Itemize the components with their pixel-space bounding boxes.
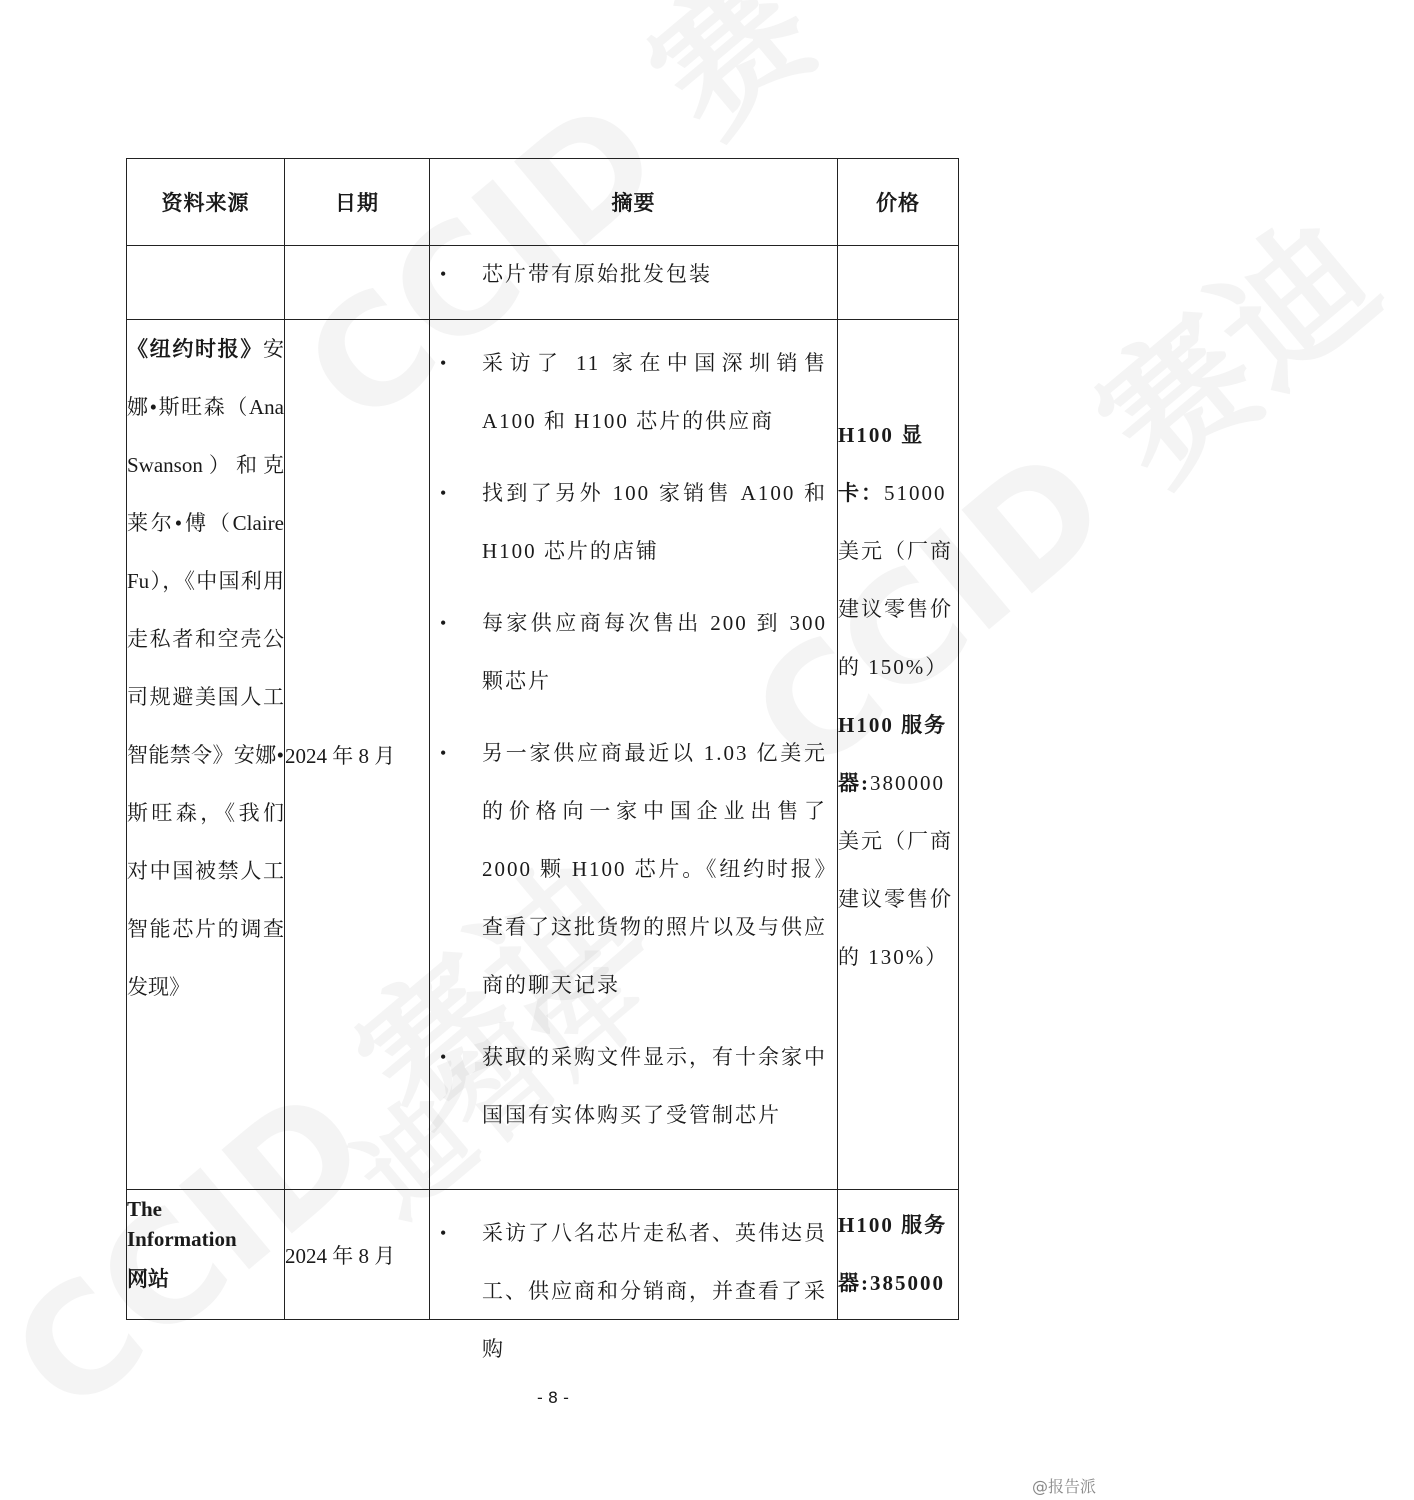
price-cell: [838, 1190, 959, 1320]
source-line: The: [127, 1197, 163, 1221]
header-date: 日期: [285, 159, 430, 246]
summary-cell: [430, 246, 838, 320]
price-cell: [838, 320, 959, 1190]
header-price: 价格: [838, 159, 959, 246]
list-item: • 采访了 11 家在中国深圳销售 A100 和 H100 芯片的供应商: [430, 334, 827, 450]
table-header-row: [127, 159, 959, 246]
header-source: 资料来源: [127, 159, 285, 246]
header-summary: 摘要: [430, 159, 838, 246]
date-cell: 2024 年 8 月: [285, 320, 430, 1190]
summary-cell: [430, 320, 838, 1190]
source-cell: [127, 320, 285, 1190]
table-row: [127, 1190, 959, 1320]
table-row: [127, 320, 959, 1190]
source-cell: [127, 246, 285, 320]
source-line: Information: [127, 1227, 237, 1251]
source-line: 网站: [127, 1267, 169, 1291]
list-item: • 采访了八名芯片走私者、英伟达员工、供应商和分销商，并查看了采购: [430, 1204, 827, 1378]
list-item: • 芯片带有原始批发包装: [430, 246, 827, 302]
date-cell: [285, 246, 430, 320]
table-row: [127, 246, 959, 320]
list-item: • 另一家供应商最近以 1.03 亿美元的价格向一家中国企业出售了 2000 颗 H100 芯片。《纽约时报》查看了这批货物的照片以及与供应商的聊天记录: [430, 724, 827, 1014]
price-label-gpu: H100 显卡：: [838, 423, 925, 505]
list-item: • 每家供应商每次售出 200 到 300 颗芯片: [430, 594, 827, 710]
price-cell: [838, 246, 959, 320]
brand-watermark: @报告派: [1031, 1477, 1096, 1496]
summary-cell: [430, 1190, 838, 1361]
price-value-server: 器:385000: [838, 1271, 945, 1295]
source-body: 安娜•斯旺森（Ana Swanson）和克莱尔•傅（Claire Fu），《中国利用走私者和空壳公司规避美国人工智能禁令》安娜•斯旺森，《我们对中国被禁人工智能芯片的调查发现》: [127, 337, 284, 999]
price-label-server: H100 服务器:: [838, 713, 948, 795]
source-title: 《纽约时报》: [127, 337, 263, 361]
page-number: - 8 -: [537, 1388, 569, 1407]
price-label-server: H100 服务: [838, 1213, 948, 1237]
source-cell: [127, 1190, 285, 1320]
list-item: • 找到了另外 100 家销售 A100 和 H100 芯片的店铺: [430, 464, 827, 580]
price-value-gpu: 51000 美元（厂商建议零售价的 150%）: [838, 481, 953, 679]
date-cell: 2024 年 8 月: [285, 1190, 430, 1320]
price-value-server: 380000 美元（厂商建议零售价的 130%）: [838, 771, 953, 969]
list-item: • 获取的采购文件显示，有十余家中国国有实体购买了受管制芯片: [430, 1028, 827, 1144]
data-table: [126, 158, 959, 1361]
